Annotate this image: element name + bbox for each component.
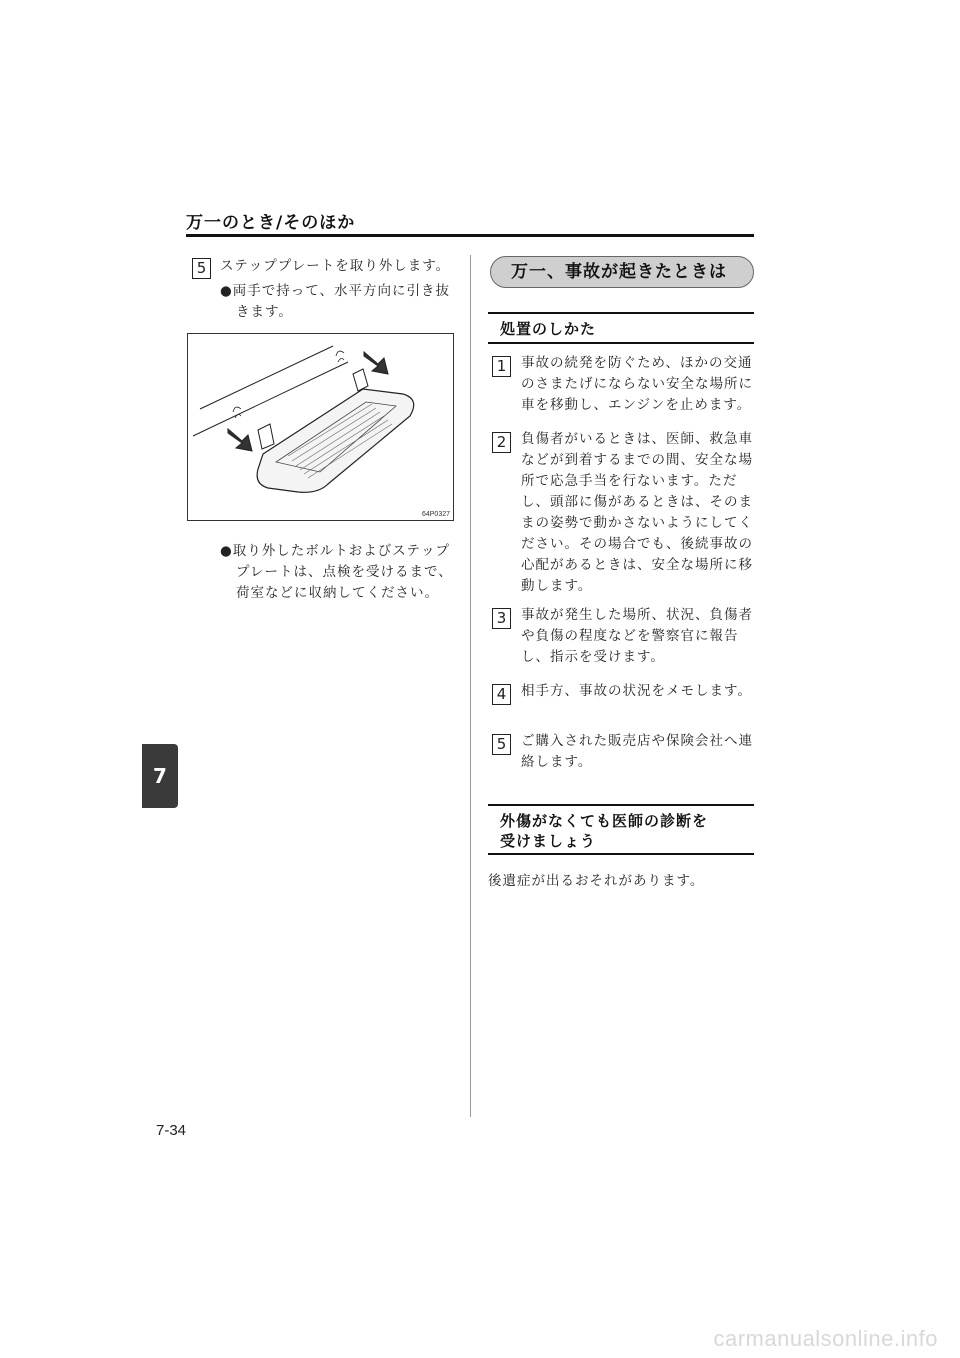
page-header-title: 万一のとき/そのほか xyxy=(186,213,356,233)
bullet-text: 荷室などに収納してください。 xyxy=(236,585,439,601)
subhead-treatment: 処置のしかた xyxy=(500,320,597,338)
step-number-box: 5 xyxy=(192,258,211,279)
column-divider xyxy=(470,255,471,1117)
step-text: 車を移動し、エンジンを止めます。 xyxy=(521,397,752,413)
chapter-tab xyxy=(142,744,178,808)
step-number-box: 4 xyxy=(492,684,511,705)
step-text: ステッププレートを取り外します。 xyxy=(220,258,451,274)
step-text: や負傷の程度などを警察官に報告 xyxy=(521,628,739,644)
subhead-rule-top xyxy=(488,804,754,806)
page-number: 7-34 xyxy=(156,1122,187,1139)
step-text: 相手方、事故の状況をメモします。 xyxy=(521,683,752,699)
bullet-text: プレートは、点検を受けるまで、 xyxy=(236,564,453,580)
subhead-rule-bottom xyxy=(488,853,754,855)
note-text: 後遺症が出るおそれがあります。 xyxy=(488,873,705,889)
step-text: ださい。その場合でも、後続事故の xyxy=(521,536,753,552)
bullet-text: きます。 xyxy=(236,304,293,320)
step-text: 所で応急手当を行ないます。ただ xyxy=(521,473,738,489)
section-title-pill xyxy=(490,256,754,288)
subhead-rule-top xyxy=(488,312,754,314)
step-text: 心配があるときは、安全な場所に移 xyxy=(521,557,753,573)
header-rule xyxy=(186,234,754,237)
step-text: し、頭部に傷があるときは、そのま xyxy=(521,494,753,510)
watermark-text: carmanualsonline.info xyxy=(713,1326,938,1351)
step-text: ご購入された販売店や保険会社へ連 xyxy=(521,733,753,749)
bullet-text: ●取り外したボルトおよびステップ xyxy=(220,543,451,559)
step-plate-illustration xyxy=(188,334,453,520)
step-text: 負傷者がいるときは、医師、救急車 xyxy=(521,431,753,447)
step-text: まの姿勢で動かさないようにしてく xyxy=(521,515,753,531)
step-text: 動します。 xyxy=(521,578,593,594)
step-text: などが到着するまでの間、安全な場 xyxy=(521,452,753,468)
step-number-box: 1 xyxy=(492,356,511,377)
step-number-box: 5 xyxy=(492,734,511,755)
step-text: のさまたげにならない安全な場所に xyxy=(521,376,753,392)
figure-code: 64P0327 xyxy=(421,511,450,518)
step-text: 絡します。 xyxy=(521,754,593,770)
bullet-text: ●両手で持って、水平方向に引き抜 xyxy=(220,283,451,299)
subhead-see-doctor: 受けましょう xyxy=(500,832,597,850)
chapter-number: 7 xyxy=(153,764,167,788)
section-title: 万一、事故が起きたときは xyxy=(511,262,727,282)
step-text: し、指示を受けます。 xyxy=(521,649,665,665)
step-text: 事故の続発を防ぐため、ほかの交通 xyxy=(521,355,753,371)
step-number-box: 3 xyxy=(492,608,511,629)
subhead-see-doctor: 外傷がなくても医師の診断を xyxy=(500,812,709,830)
step-text: 事故が発生した場所、状況、負傷者 xyxy=(521,607,753,623)
subhead-rule-bottom xyxy=(488,342,754,344)
step-number-box: 2 xyxy=(492,432,511,453)
step-plate-figure xyxy=(187,333,454,521)
